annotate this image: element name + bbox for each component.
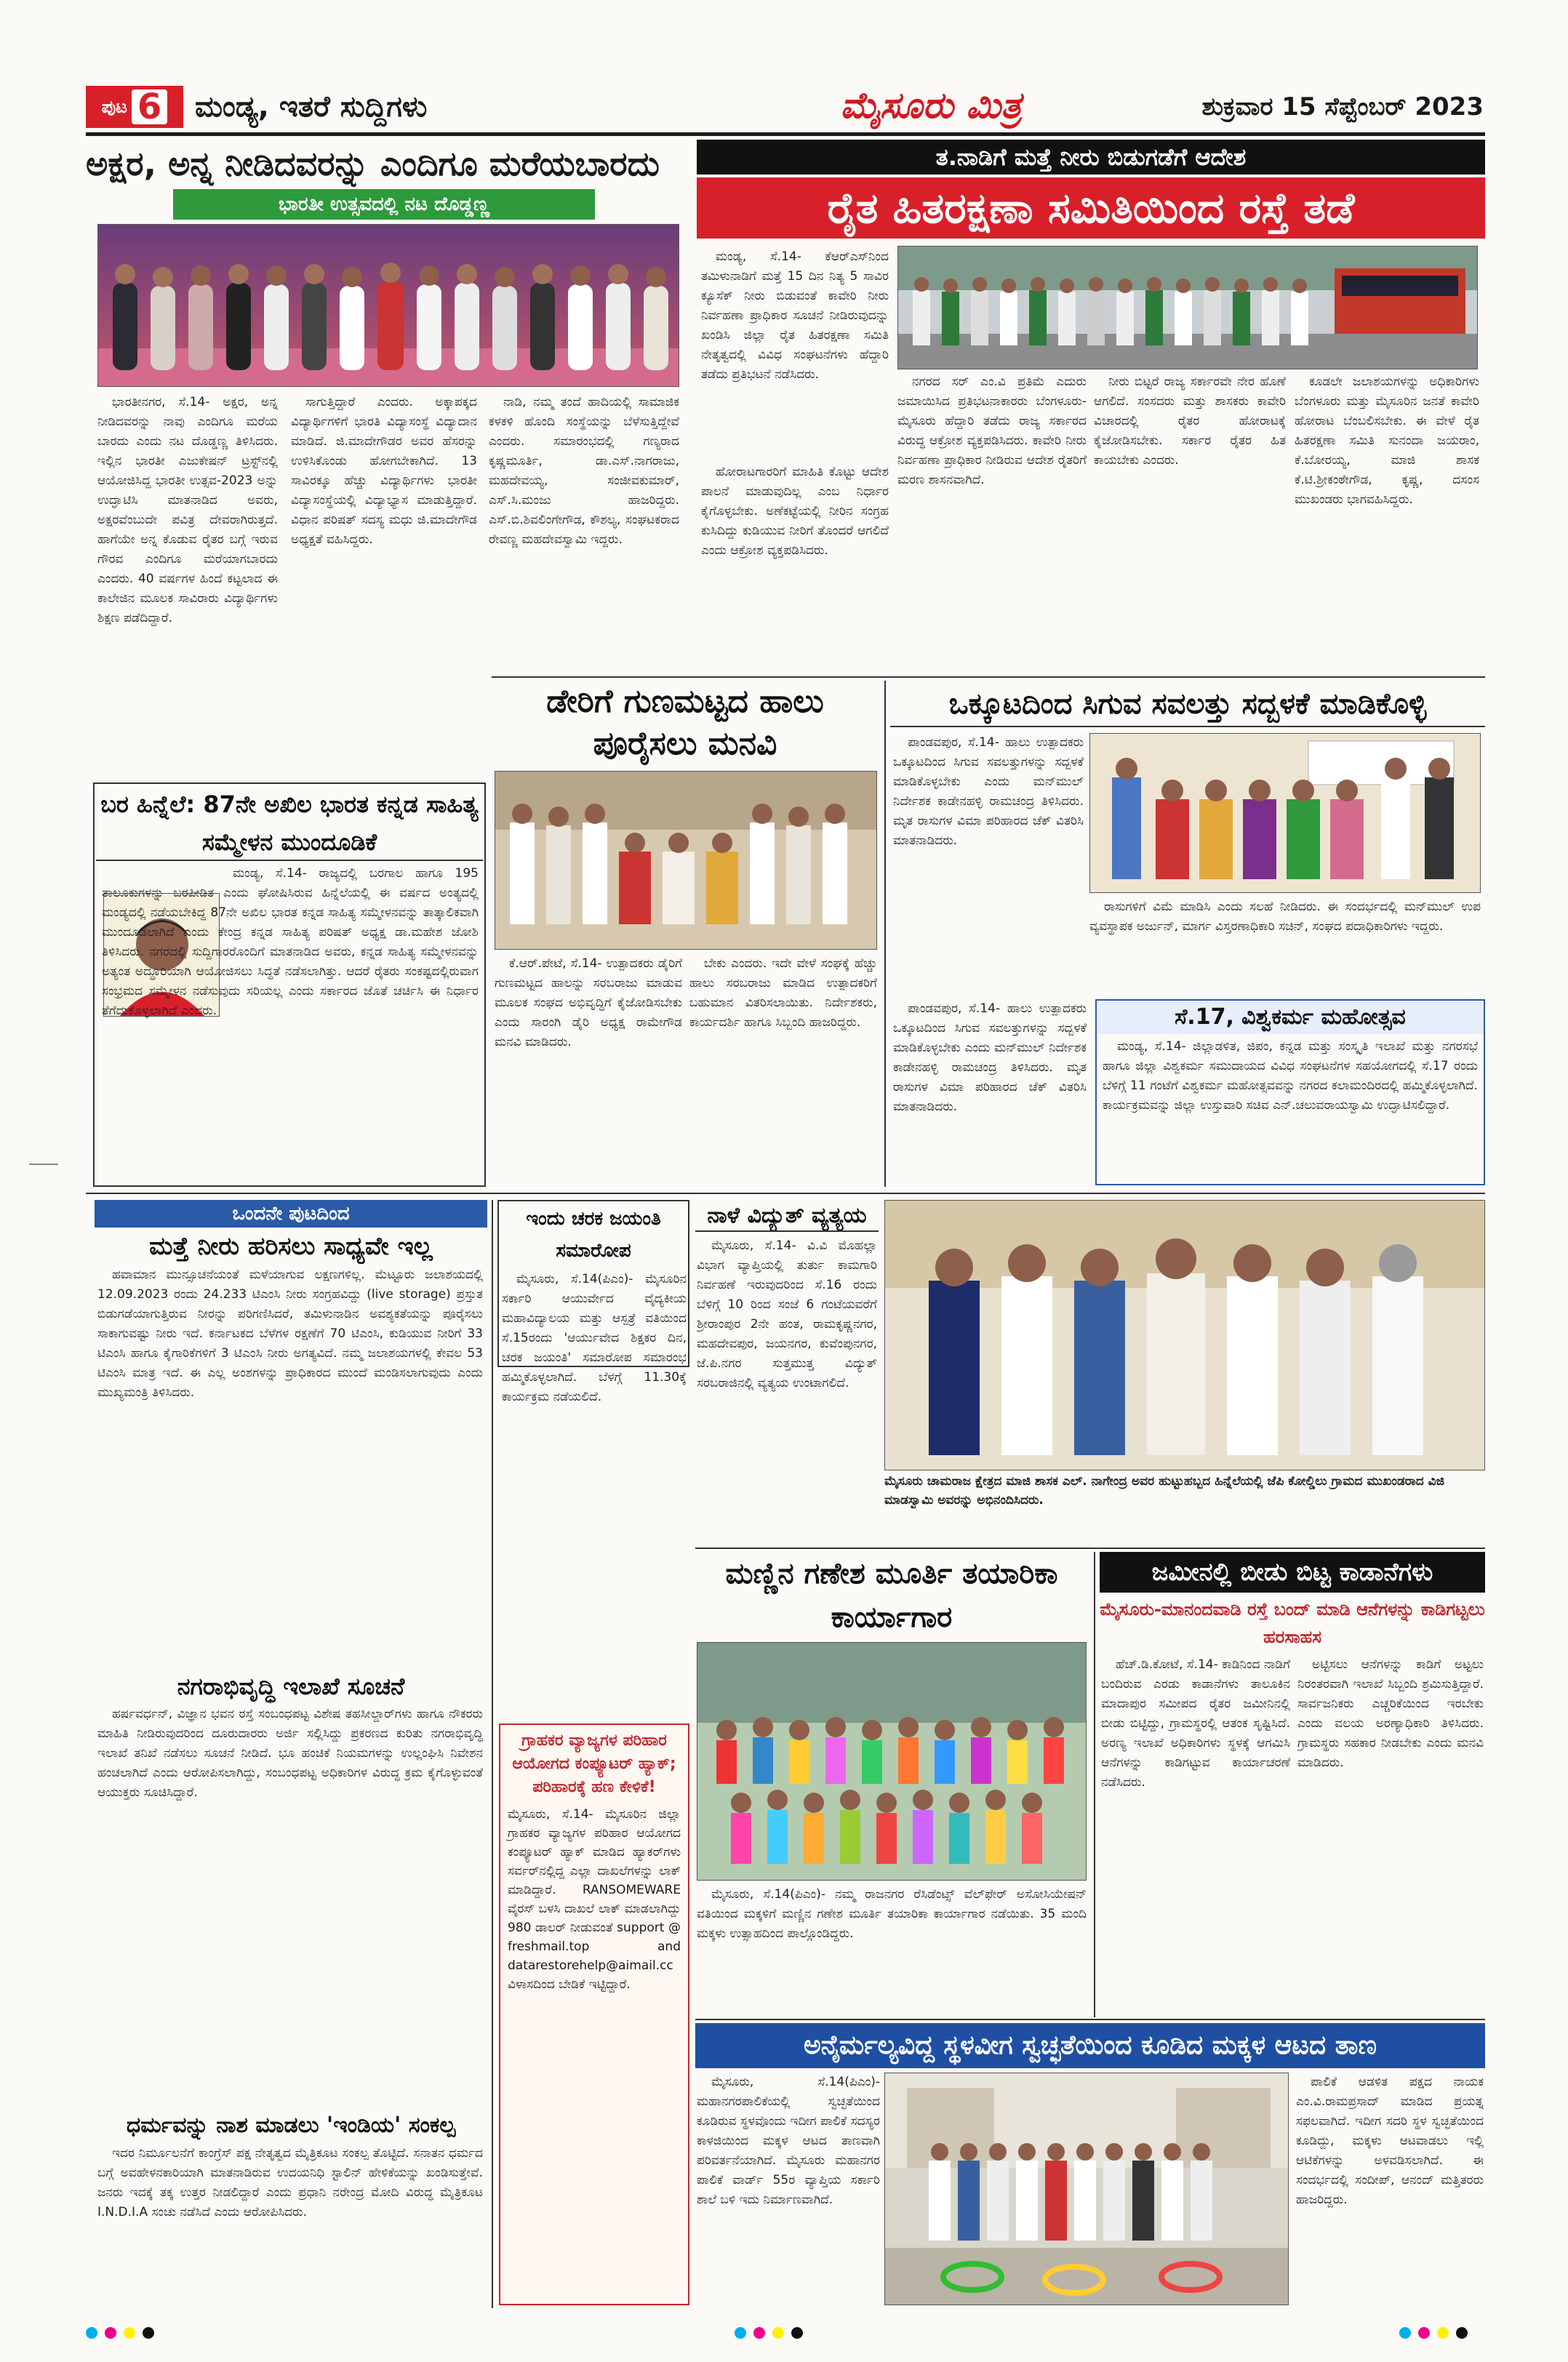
story-k-headline: ಅನೈರ್ಮಲ್ಯವಿದ್ದ ಸ್ಥಳವೀಗ ಸ್ವಚ್ಛತೆಯಿಂದ ಕೂಡಿದ ಮಕ್ಕಳ ಆಟದ ತಾಣ bbox=[695, 2023, 1485, 2068]
newspaper-logo: ಮೈಸೂರು ಮಿತ್ರ bbox=[840, 84, 1022, 127]
story-k-column-2: ಪಾಲಿಕೆ ಆಡಳಿತ ಪಕ್ಷದ ನಾಯಕ ಎಂ.ವಿ.ರಾಮಪ್ರಸಾದ್ ಮಾಡಿದ ಪ್ರಯತ್ನ ಸಫಲವಾಗಿದೆ. ಇದೀಗ ಸದರಿ ಸ್ಥಳ ಸ್ವಚ್ಛತೆಯಿಂದ ಕೂಡಿದ್ದು, ಮಕ್ಕಳು ಆಟವಾಡಲು ಇಲ್ಲಿ ಆಟಿಕೆಗಳನ್ನು ಅಳವಡಿಸಲಾಗಿದೆ. ಈ ಸಂದರ್ಭದಲ್ಲಿ ಸಂದೀಪ್, ಆನಂದ್ ಮತ್ತಿತರರು ಹಾಜರಿದ್ದರು. bbox=[1296, 2075, 1484, 2207]
story-j-subhead: ಮೈಸೂರು-ಮಾನಂದವಾಡಿ ರಸ್ತೆ ಬಂದ್ ಮಾಡಿ ಆನೆಗಳನ್ನು ಕಾಡಿಗಟ್ಟಲು ಹರಸಾಹಸ bbox=[1100, 1599, 1485, 1647]
story-h-headline: ನಾಳೆ ವಿದ್ಯುತ್ ವ್ಯತ್ಯಯ bbox=[695, 1200, 879, 1232]
story-g-headline: ಇಂದು ಚರಕ ಜಯಂತಿ ಸಮಾರೋಪ bbox=[526, 1208, 661, 1262]
story-g-body: ಮೈಸೂರು, ಸೆ.14(ಪಿಎಂ)- ಮೈಸೂರಿನ ಸರ್ಕಾರಿ ಆಯುರ್ವೇದ ವೈದ್ಯಕೀಯ ಮಹಾವಿದ್ಯಾಲಯ ಮತ್ತು ಆಸ್ಪತ್ರೆ ವತಿಯಿಂದ ಸೆ.15ರಂದು 'ಆರ್ಯುವೇದ ಶಿಕ್ಷಕರ ದಿನ, ಚರಕ ಜಯಂತಿ' ಸಮಾರೋಪ ಸಮಾರಂಭ ಹಮ್ಮಿಕೊಳ್ಳಲಾಗಿದೆ. ಬೆಳಗ್ಗೆ 11.30ಕ್ಕೆ ಕಾರ್ಯಕ್ರಮ ನಡೆಯಲಿದೆ. bbox=[502, 1272, 687, 1404]
page-number: 6 bbox=[132, 89, 167, 124]
story-k-column-1: ಮೈಸೂರು, ಸೆ.14(ಪಿಎಂ)- ಮಹಾನಗರಪಾಲಿಕೆಯಲ್ಲಿ ಸ್ವಚ್ಛತೆಯಿಂದ ಕೂಡಿರುವ ಸ್ಥಳವೊಂದು ಇದೀಗ ಪಾಲಿಕೆ ಸದಸ್ಯರ ಕಾಳಜಿಯಿಂದ ಮಕ್ಕಳ ಆಟದ ತಾಣವಾಗಿ ಪರಿವರ್ತನೆಯಾಗಿದೆ. ಮೈಸೂರು ಮಹಾನಗರ ಪಾಲಿಕೆ ವಾರ್ಡ್ 55ರ ವ್ಯಾಪ್ತಿಯ ಸರ್ಕಾರಿ ಶಾಲೆ ಬಳಿ ಇದು ನಿರ್ಮಾಣವಾಗಿದೆ. bbox=[697, 2075, 880, 2207]
story-i-caption: ಮೈಸೂರು, ಸೆ.14(ಪಿಎಂ)- ನಮ್ಮ ರಾಜನಗರ ರೆಸಿಡೆಂಟ್ಸ್ ವೆಲ್‌ಫೇರ್ ಅಸೋಸಿಯೇಷನ್ ವತಿಯಿಂದ ಮಕ್ಕಳಿಗೆ ಮಣ್ಣಿನ ಗಣೇಶ ಮೂರ್ತಿ ತಯಾರಿಕಾ ಕಾರ್ಯಾಗಾರ ನಡೆಯಿತು. 35 ಮಂದಿ ಮಕ್ಕಳು ಉತ್ಸಾಹದಿಂದ ಪಾಲ್ಗೊಂಡಿದ್ದರು. bbox=[697, 1887, 1087, 1941]
hacking-notice-title: ಗ್ರಾಹಕರ ವ್ಯಾಜ್ಯಗಳ ಪರಿಹಾರ ಆಯೋಗದ ಕಂಪ್ಯೂಟರ್ ಹ್ಯಾಕ್; ಪರಿಹಾರಕ್ಕೆ ಹಣ ಕೇಳಿಕೆ! bbox=[512, 1732, 676, 1796]
continuation-banner: ಒಂದನೇ ಪುಟದಿಂದ bbox=[95, 1200, 487, 1228]
story-b-column-4: ನೀರು ಬಿಟ್ಟರೆ ರಾಜ್ಯ ಸರ್ಕಾರವೇ ನೇರ ಹೊಣೆ ಆಗಲಿದೆ. ಸಂಸದರು ಮತ್ತು ಶಾಸಕರು ಕಾವೇರಿ ವಿಚಾರದಲ್ಲಿ ರೈತರ ಹೋರಾಟಕ್ಕೆ ಕೈಜೋಡಿಸಬೇಕು. ಸರ್ಕಾರ ರೈತರ ಹಿತ ಕಾಯಬೇಕು ಎಂದರು. bbox=[1094, 375, 1286, 468]
story-b-kicker: ತ.ನಾಡಿಗೆ ಮತ್ತೆ ನೀರು ಬಿಡುಗಡೆಗೆ ಆದೇಶ bbox=[697, 140, 1485, 175]
story-j-headline: ಜಮೀನಲ್ಲಿ ಬೀಡು ಬಿಟ್ಟ ಕಾಡಾನೆಗಳು bbox=[1100, 1552, 1485, 1593]
story-b-column-3: ಹೋರಾಟಗಾರರಿಗೆ ಮಾಹಿತಿ ಕೊಟ್ಟು ಆದೇಶ ಪಾಲನೆ ಮಾಡುವುದಿಲ್ಲ ಎಂಬ ನಿರ್ಧಾರ ಕೈಗೊಳ್ಳಬೇಕು. ಅಣೆಕಟ್ಟೆಯಲ್ಲಿ ನೀರಿನ ಸಂಗ್ರಹ ಕುಸಿದಿದ್ದು ಕುಡಿಯುವ ನೀರಿಗೆ ತೊಂದರೆ ಆಗಲಿದೆ ಎಂದು ಆಕ್ರೋಶ ವ್ಯಕ್ತಪಡಿಸಿದರು. bbox=[701, 465, 889, 558]
story-a-column-3: ನಾಡಿ, ನಮ್ಮ ತಂದೆ ಹಾದಿಯಲ್ಲಿ ಸಾಮಾಜಿಕ ಕಳಕಳಿ ಹೊಂದಿ ಸಂಸ್ಥೆಯನ್ನು ಬೆಳೆಸುತ್ತಿದ್ದೇವೆ ಎಂದರು. ಸಮಾರಂಭದಲ್ಲಿ ಗಣ್ಯರಾದ ಕೃಷ್ಣಮೂರ್ತಿ, ಡಾ.ಎಸ್.ನಾಗರಾಜು, ಮಹದೇವಯ್ಯ, ಸಂಜೀವಕುಮಾರ್, ಎಸ್.ಸಿ.ಮಂಜು ಹಾಜರಿದ್ದರು. ಎಸ್.ಬಿ.ಶಿವಲಿಂಗೇಗೌಡ, ಕೌಶಲ್ಯ, ಸಂಘಟಕರಾದ ರೇವಣ್ಣ ಮಹದೇವಸ್ವಾಮಿ ಇದ್ದರು. bbox=[489, 395, 679, 547]
story-f-headline: ಸೆ.17, ವಿಶ್ವಕರ್ಮ ಮಹೋತ್ಸವ bbox=[1097, 1001, 1484, 1034]
hacking-notice-body: ಮೈಸೂರು, ಸೆ.14- ಮೈಸೂರಿನ ಜಿಲ್ಲಾ ಗ್ರಾಹಕರ ವ್ಯಾಜ್ಯಗಳ ಪರಿಹಾರ ಆಯೋಗದ ಕಂಪ್ಯೂಟರ್ ಹ್ಯಾಕ್ ಮಾಡಿದ ಹ್ಯಾಕರ್‌ಗಳು ಸರ್ವರ್‌ನಲ್ಲಿದ್ದ ಎಲ್ಲಾ ದಾಖಲೆಗಳನ್ನು ಲಾಕ್ ಮಾಡಿದ್ದಾರೆ. RANSOMEWARE ವೈರಸ್ ಬಳಸಿ ದಾಖಲೆ ಲಾಕ್ ಮಾಡಲಾಗಿದ್ದು 980 ಡಾಲರ್ ನೀಡುವಂತೆ support @ freshmail.top and datarestorehelp@aimail.cc ವಿಳಾಸದಿಂದ ಬೇಡಿಕೆ ಇಟ್ಟಿದ್ದಾರೆ. bbox=[508, 1807, 681, 1992]
continuation-headline-3: ಧರ್ಮವನ್ನು ನಾಶ ಮಾಡಲು 'ಇಂಡಿಯ' ಸಂಕಲ್ಪ bbox=[126, 2113, 456, 2138]
masthead-rule bbox=[86, 132, 1485, 136]
story-d-headline: ಒಕ್ಕೂಟದಿಂದ ಸಿಗುವ ಸವಲತ್ತು ಸದ್ಬಳಕೆ ಮಾಡಿಕೊಳ್ಳಿ bbox=[890, 681, 1485, 727]
story-a-headline: ಅಕ್ಷರ, ಅನ್ನ ನೀಡಿದವರನ್ನು ಎಂದಿಗೂ ಮರೆಯಬಾರದು bbox=[86, 144, 660, 183]
continuation-body-2: ಹರ್ಷವರ್ಧನ್, ವಿಜ್ಞಾನ ಭವನ ರಸ್ತೆ ಸಂಬಂಧಪಟ್ಟ ವಿಶೇಷ ತಹಸೀಲ್ದಾರ್‌ಗಳು ಹಾಗೂ ನೌಕರರು ಮಾಹಿತಿ ನೀಡಿರುವುದರಿಂದ ದೂರುದಾರರು ಅರ್ಜಿ ಸಲ್ಲಿಸಿದ್ದು ಪ್ರಕರಣದ ಕುರಿತು ನಗರಾಭಿವೃದ್ಧಿ ಇಲಾಖೆ ತನಿಖೆ ನಡೆಸಲು ಸೂಚನೆ ನೀಡಿದೆ. ಭೂ ಹಂಚಿಕೆ ನಿಯಮಗಳನ್ನು ಉಲ್ಲಂಘಿಸಿ ನಿವೇಶನ ಹಂಚಲಾಗಿದೆ ಎಂದು ಆರೋಪಿಸಲಾಗಿದ್ದು, ಸಂಬಂಧಪಟ್ಟ ಅಧಿಕಾರಿಗಳ ವಿರುದ್ಧ ಕ್ರಮ ಕೈಗೊಳ್ಳುವಂತೆ ಆಯುಕ್ತರು ಸೂಚಿಸಿದ್ದಾರೆ. bbox=[97, 1707, 483, 1800]
divider bbox=[695, 1548, 1485, 1549]
story-j-column-2: ಅಟ್ಟಿಸಲು ಆನೆಗಳನ್ನು ಕಾಡಿಗೆ ಅಟ್ಟಲು ನಿರಂತರವಾಗಿ ಇಲಾಖೆ ಸಿಬ್ಬಂದಿ ಶ್ರಮಿಸುತ್ತಿದ್ದಾರೆ. ಸಾರ್ವಜನಿಕರು ಎಚ್ಚರಿಕೆಯಿಂದ ಇರಬೇಕು ಎಂದು ವಲಯ ಅರಣ್ಯಾಧಿಕಾರಿ ತಿಳಿಸಿದರು. ಗ್ರಾಮಸ್ಥರು ಸಹಕಾರ ನೀಡಬೇಕು ಎಂದು ಮನವಿ ಮಾಡಿದರು. bbox=[1297, 1657, 1484, 1770]
story-c-column-1: ಕೆ.ಆರ್.ಪೇಟೆ, ಸೆ.14- ಉತ್ಪಾದಕರು ಡೈರಿಗೆ ಗುಣಮಟ್ಟದ ಹಾಲನ್ನು ಸರಬರಾಜು ಮಾಡುವ ಮೂಲಕ ಸಂಘದ ಅಭಿವೃದ್ಧಿಗೆ ಕೈಜೋಡಿಸಬೇಕು ಎಂದು ಸಾರಂಗಿ ಡೈರಿ ಅಧ್ಯಕ್ಷ ರಾಮೇಗೌಡ ಮನವಿ ಮಾಡಿದರು. bbox=[495, 956, 682, 1049]
story-b-column-2: ನಗರದ ಸರ್ ಎಂ.ವಿ ಪ್ರತಿಮೆ ಎದುರು ಜಮಾಯಿಸಿದ ಪ್ರತಿಭಟನಾಕಾರರು ಬೆಂಗಳೂರು-ಮೈಸೂರು ಹೆದ್ದಾರಿ ತಡೆದು ರಾಜ್ಯ ಸರ್ಕಾರದ ವಿರುದ್ಧ ಆಕ್ರೋಶ ವ್ಯಕ್ತಪಡಿಸಿದರು. ಕಾವೇರಿ ನೀರು ನಿರ್ವಹಣಾ ಪ್ರಾಧಿಕಾರ ನೀಡಿರುವ ಆದೇಶ ರೈತರಿಗೆ ಮರಣ ಶಾಸನವಾಗಿದೆ. bbox=[897, 375, 1087, 487]
story-i-photo bbox=[697, 1642, 1087, 1881]
birthday-caption: ಮೈಸೂರು ಚಾಮರಾಜ ಕ್ಷೇತ್ರದ ಮಾಜಿ ಶಾಸಕ ಎಲ್. ನಾಗೇಂದ್ರ ಅವರ ಹುಟ್ಟುಹಬ್ಬದ ಹಿನ್ನೆಲೆಯಲ್ಲಿ ಜೆಪಿ ಕೋಲ್ಡಿಲು ಗ್ರಾಮದ ಮುಖಂಡರಾದ ವಿಜಿ ಮಾಡಸ್ವಾಮಿ ಅವರನ್ನು ಅಭಿನಂದಿಸಿದರು. bbox=[884, 1474, 1445, 1508]
story-k-photo bbox=[884, 2073, 1289, 2305]
story-d-column-2: ರಾಸುಗಳಿಗೆ ವಿಮೆ ಮಾಡಿಸಿ ಎಂದು ಸಲಹೆ ನೀಡಿದರು. ಈ ಸಂದರ್ಭದಲ್ಲಿ ಮನ್‌ಮುಲ್ ಉಪ ವ್ಯವಸ್ಥಾಪಕ ಅರ್ಜುನ್, ಮಾರ್ಗ ವಿಸ್ತರಣಾಧಿಕಾರಿ ಸಚಿನ್, ಸಂಘದ ಪದಾಧಿಕಾರಿಗಳು ಇದ್ದರು. bbox=[1089, 900, 1481, 934]
story-c-column-2: ಬೇಕು ಎಂದರು. ಇದೇ ವೇಳೆ ಸಂಘಕ್ಕೆ ಹೆಚ್ಚು ಹಾಲು ಸರಬರಾಜು ಮಾಡಿದ ಉತ್ಪಾದಕರಿಗೆ ಬಹುಮಾನ ವಿತರಿಸಲಾಯಿತು. ನಿರ್ದೇಶಕರು, ಕಾರ್ಯದರ್ಶಿ ಹಾಗೂ ಸಿಬ್ಬಂದಿ ಹಾಜರಿದ್ದರು. bbox=[689, 956, 877, 1030]
story-h-body: ಮೈಸೂರು, ಸೆ.14- ವಿ.ವಿ ಮೊಹಲ್ಲಾ ವಿಭಾಗ ವ್ಯಾಪ್ತಿಯಲ್ಲಿ ತುರ್ತು ಕಾಮಗಾರಿ ನಿರ್ವಹಣೆ ಇರುವುದರಿಂದ ಸೆ.16 ರಂದು ಬೆಳಿಗ್ಗೆ 10 ರಿಂದ ಸಂಜೆ 6 ಗಂಟೆಯವರೆಗೆ ಶ್ರೀರಾಂಪುರ 2ನೇ ಹಂತ, ರಾಮಕೃಷ್ಣನಗರ, ಮಹದೇವಪುರ, ಜಯನಗರ, ಕುವೆಂಪುನಗರ, ಜೆ.ಪಿ.ನಗರ ಸುತ್ತಮುತ್ತ ವಿದ್ಯುತ್ ಸರಬರಾಜಿನಲ್ಲಿ ವ್ಯತ್ಯಯ ಉಂಟಾಗಲಿದೆ. bbox=[697, 1238, 877, 1390]
story-j-column-1: ಹೆಚ್.ಡಿ.ಕೋಟೆ, ಸೆ.14- ಕಾಡಿನಿಂದ ನಾಡಿಗೆ ಬಂದಿರುವ ಎರಡು ಕಾಡಾನೆಗಳು ತಾಲೂಕಿನ ಮಾದಾಪುರ ಸಮೀಪದ ರೈತರ ಜಮೀನಿನಲ್ಲಿ ಬೀಡು ಬಿಟ್ಟಿದ್ದು, ಗ್ರಾಮಸ್ಥರಲ್ಲಿ ಆತಂಕ ಸೃಷ್ಟಿಸಿದೆ. ಅರಣ್ಯ ಇಲಾಖೆ ಅಧಿಕಾರಿಗಳು ಸ್ಥಳಕ್ಕೆ ಆಗಮಿಸಿ ಆನೆಗಳನ್ನು ಕಾಡಿಗಟ್ಟುವ ಕಾರ್ಯಾಚರಣೆ ನಡೆಸಿದರು. bbox=[1101, 1657, 1290, 1790]
story-a-subhead: ಭಾರತೀ ಉತ್ಸವದಲ್ಲಿ ನಟ ದೊಡ್ಡಣ್ಣ bbox=[173, 189, 595, 220]
continuation-headline-1: ಮತ್ತೆ ನೀರು ಹರಿಸಲು ಸಾಧ್ಯವೇ ಇಲ್ಲ bbox=[149, 1232, 433, 1261]
story-b-column-1: ಮಂಡ್ಯ, ಸೆ.14- ಕೆಆರ್‌ಎಸ್‌ನಿಂದ ತಮಿಳುನಾಡಿಗೆ ಮತ್ತೆ 15 ದಿನ ನಿತ್ಯ 5 ಸಾವಿರ ಕ್ಯೂಸೆಕ್ ನೀರು ಬಿಡುವಂತೆ ಕಾವೇರಿ ನೀರು ನಿರ್ವಹಣಾ ಪ್ರಾಧಿಕಾರ ಸೂಚನೆ ನೀಡಿರುವುದನ್ನು ಖಂಡಿಸಿ ಜಿಲ್ಲಾ ರೈತ ಹಿತರಕ್ಷಣಾ ಸಮಿತಿ ನೇತೃತ್ವದಲ್ಲಿ ವಿವಿಧ ಸಂಘಟನೆಗಳು ಹೆದ್ದಾರಿ ತಡೆದು ಪ್ರತಿಭಟನೆ ನಡೆಸಿದರು. bbox=[701, 249, 889, 382]
birthday-photo bbox=[884, 1200, 1485, 1470]
continuation-body-1: ಹವಾಮಾನ ಮುನ್ಸೂಚನೆಯಂತೆ ಮಳೆಯಾಗುವ ಲಕ್ಷಣಗಳಿಲ್ಲ. ಮೆಟ್ಟೂರು ಜಲಾಶಯದಲ್ಲಿ 12.09.2023 ರಂದು 24.233 ಟಿಎಂಸಿ ನೀರು ಸಂಗ್ರಹವಿದ್ದು (live storage) ಪ್ರಸ್ತುತ ಬಿಡುಗಡೆಯಾಗುತ್ತಿರುವ ನೀರನ್ನು ಪರಿಗಣಿಸಿದರೆ, ತಮಿಳುನಾಡಿನ ಅವಶ್ಯಕತೆಯನ್ನು ಪೂರೈಸಲು ಸಾಕಾಗುವಷ್ಟು ನೀರು ಇದೆ. ಕರ್ನಾಟಕದ ಬೆಳೆಗಳ ರಕ್ಷಣೆಗೆ 70 ಟಿಎಂಸಿ, ಕುಡಿಯುವ ನೀರಿಗೆ 33 ಟಿಎಂಸಿ ಹಾಗೂ ಕೈಗಾರಿಕೆಗಳಿಗೆ 3 ಟಿಎಂಸಿ ನೀರು ಅಗತ್ಯವಿದೆ. ನಮ್ಮ ಜಲಾಶಯಗಳಲ್ಲಿ ಕೇವಲ 53 ಟಿಎಂಸಿ ಮಾತ್ರ ಇದೆ. ಈ ಎಲ್ಲ ಅಂಶಗಳನ್ನು ಪ್ರಾಧಿಕಾರದ ಮುಂದೆ ಮಂಡಿಸಲಾಗುವುದು ಎಂದು ಮುಖ್ಯಮಂತ್ರಿ ತಿಳಿಸಿದರು. bbox=[97, 1268, 483, 1400]
hacking-notice-box bbox=[499, 1724, 689, 2305]
story-a-column-1: ಭಾರತೀನಗರ, ಸೆ.14- ಅಕ್ಷರ, ಅನ್ನ ನೀಡಿದವರನ್ನು ನಾವು ಎಂದಿಗೂ ಮರೆಯ ಬಾರದು ಎಂದು ನಟ ದೊಡ್ಡಣ್ಣ ತಿಳಿಸಿದರು. ಇಲ್ಲಿನ ಭಾರತೀ ಎಜುಕೇಷನ್ ಟ್ರಸ್ಟ್‌ನಲ್ಲಿ ಆಯೋಜಿಸಿದ್ದ ಭಾರತೀ ಉತ್ಸವ-2023 ಅನ್ನು ಉದ್ಘಾಟಿಸಿ ಮಾತನಾಡಿದ ಅವರು, ಅಕ್ಷರವೆಂಬುದೇ ಪವಿತ್ರ ದೇವರಾಗಿರುತ್ತದೆ. ಹಾಗೆಯೇ ಅನ್ನ ಕೊಡುವ ರೈತರ ಬಗ್ಗೆ ಇರುವ ಗೌರವ ಎಂದಿಗೂ ಮರೆಯಾಗಬಾರದು ಎಂದರು. 40 ವರ್ಷಗಳ ಹಿಂದೆ ಕಟ್ಟಲಾದ ಈ ಕಾಲೇಜಿನ ಮೂಲಕ ಸಾವಿರಾರು ವಿದ್ಯಾರ್ಥಿಗಳು ಶಿಕ್ಷಣ ಪಡೆದಿದ್ದಾರೆ. bbox=[97, 395, 278, 625]
story-e-body: ಮಂಡ್ಯ, ಸೆ.14- ರಾಜ್ಯದಲ್ಲಿ ಬರಗಾಲ ಹಾಗೂ 195 ತಾಲೂಕುಗಳನ್ನು ಬರಪೀಡಿತ ಎಂದು ಘೋಷಿಸಿರುವ ಹಿನ್ನೆಲೆಯಲ್ಲಿ ಈ ವರ್ಷದ ಅಂತ್ಯದಲ್ಲಿ ಮಂಡ್ಯದಲ್ಲಿ ನಡೆಯಬೇಕಿದ್ದ 87ನೇ ಅಖಿಲ ಭಾರತ ಕನ್ನಡ ಸಾಹಿತ್ಯ ಸಮ್ಮೇಳನವನ್ನು ತಾತ್ಕಾಲಿಕವಾಗಿ ಮುಂದೂಡಲಾಗಿದೆ ಎಂದು ಕೇಂದ್ರ ಕನ್ನಡ ಸಾಹಿತ್ಯ ಪರಿಷತ್ ಅಧ್ಯಕ್ಷ ಡಾ.ಮಹೇಶ ಜೋಶಿ ತಿಳಿಸಿದರು. ನಗರದಲ್ಲಿ ಸುದ್ದಿಗಾರರೊಂದಿಗೆ ಮಾತನಾಡಿದ ಅವರು, ಕನ್ನಡ ಸಾಹಿತ್ಯ ಸಮ್ಮೇಳನವನ್ನು ಅತ್ಯಂತ ಅದ್ಧೂರಿಯಾಗಿ ಆಯೋಜಿಸಲು ಸಿದ್ಧತೆ ನಡೆಸಲಾಗಿತ್ತು. ಆದರೆ ರೈತರು ಸಂಕಷ್ಟದಲ್ಲಿರುವಾಗ ಸಂಭ್ರಮದ ಸಮ್ಮೇಳನ ನಡೆಸುವುದು ಸರಿಯಲ್ಲ ಎಂದು ಸರ್ಕಾರದ ಜೊತೆ ಚರ್ಚಿಸಿ ಈ ನಿರ್ಧಾರ ತೆಗೆದುಕೊಳ್ಳಲಾಗಿದೆ ಎಂದರು. bbox=[102, 866, 479, 1018]
story-c-headline: ಡೇರಿಗೆ ಗುಣಮಟ್ಟದ ಹಾಲು ಪೂರೈಸಲು ಮನವಿ bbox=[546, 683, 824, 762]
story-f-body: ಮಂಡ್ಯ, ಸೆ.14- ಜಿಲ್ಲಾಡಳಿತ, ಜಿಪಂ, ಕನ್ನಡ ಮತ್ತು ಸಂಸ್ಕೃತಿ ಇಲಾಖೆ ಮತ್ತು ನಗರಸಭೆ ಹಾಗೂ ಜಿಲ್ಲಾ ವಿಶ್ವಕರ್ಮ ಸಮುದಾಯದ ವಿವಿಧ ಸಂಘಟನೆಗಳ ಸಹಯೋಗದಲ್ಲಿ ಸೆ.17 ರಂದು ಬೆಳಿಗ್ಗೆ 11 ಗಂಟೆಗೆ ವಿಶ್ವಕರ್ಮ ಮಹೋತ್ಸವವನ್ನು ನಗರದ ಕಲಾಮಂದಿರದಲ್ಲಿ ಹಮ್ಮಿಕೊಳ್ಳಲಾಗಿದೆ. ಕಾರ್ಯಕ್ರಮವನ್ನು ಜಿಲ್ಲಾ ಉಸ್ತುವಾರಿ ಸಚಿವ ಎನ್.ಚಲುವರಾಯಸ್ವಾಮಿ ಉದ್ಘಾಟಿಸಲಿದ್ದಾರೆ. bbox=[1103, 1039, 1478, 1113]
story-d-column-3: ಪಾಂಡವಪುರ, ಸೆ.14- ಹಾಲು ಉತ್ಪಾದಕರು ಒಕ್ಕೂಟದಿಂದ ಸಿಗುವ ಸವಲತ್ತುಗಳನ್ನು ಸದ್ಬಳಕೆ ಮಾಡಿಕೊಳ್ಳಬೇಕು ಎಂದು ಮನ್‌ಮುಲ್ ನಿರ್ದೇಶಕ ಕಾಡೇನಹಳ್ಳಿ ರಾಮಚಂದ್ರ ತಿಳಿಸಿದರು. ಮೃತ ರಾಸುಗಳ ವಿಮಾ ಪರಿಹಾರದ ಚೆಕ್ ವಿತರಿಸಿ ಮಾತನಾಡಿದರು. bbox=[893, 1001, 1087, 1114]
page-number-tag bbox=[86, 86, 183, 128]
story-b-column-5: ಕೂಡಲೇ ಜಲಾಶಯಗಳನ್ನು ಅಧಿಕಾರಿಗಳು ಬೆಂಗಳೂರು ಮತ್ತು ಮೈಸೂರಿನ ಜನತೆ ಕಾವೇರಿ ಹೋರಾಟ ಬೆಂಬಲಿಸಬೇಕು. ಈ ವೇಳೆ ರೈತ ಹಿತರಕ್ಷಣಾ ಸಮಿತಿ ಸುನಂದಾ ಜಯರಾಂ, ಕೆ.ಬೋರಯ್ಯ, ಮಾಜಿ ಶಾಸಕ ಕೆ.ಟಿ.ಶ್ರೀಕಂಠೇಗೌಡ, ಕೃಷ್ಣ, ದಸಂಸ ಮುಖಂಡರು ಭಾಗವಹಿಸಿದ್ದರು. bbox=[1295, 375, 1479, 507]
dateline: ಶುಕ್ರವಾರ 15 ಸೆಪ್ಟೆಂಬರ್ 2023 bbox=[1201, 92, 1484, 121]
story-c-photo bbox=[495, 771, 877, 950]
divider bbox=[86, 1193, 1485, 1194]
divider bbox=[492, 676, 1485, 678]
registration-marks-left bbox=[86, 2327, 154, 2339]
divider bbox=[695, 2019, 1485, 2020]
story-a-photo bbox=[97, 224, 679, 387]
page-label: ಪುಟ bbox=[101, 97, 127, 117]
divider bbox=[1094, 1552, 1095, 2017]
registration-marks-right bbox=[1399, 2327, 1468, 2339]
story-e-headline: ಬರ ಹಿನ್ನೆಲೆ: 87ನೇ ಅಖಿಲ ಭಾರತ ಕನ್ನಡ ಸಾಹಿತ್ಯ ಸಮ್ಮೇಳನ ಮುಂದೂಡಿಕೆ bbox=[96, 785, 483, 861]
story-b-headline: ರೈತ ಹಿತರಕ್ಷಣಾ ಸಮಿತಿಯಿಂದ ರಸ್ತೆ ತಡೆ bbox=[697, 177, 1485, 239]
story-d-photo bbox=[1089, 733, 1481, 893]
registration-marks-center bbox=[735, 2327, 803, 2339]
story-d-column-1: ಪಾಂಡವಪುರ, ಸೆ.14- ಹಾಲು ಉತ್ಪಾದಕರು ಒಕ್ಕೂಟದಿಂದ ಸಿಗುವ ಸವಲತ್ತುಗಳನ್ನು ಸದ್ಬಳಕೆ ಮಾಡಿಕೊಳ್ಳಬೇಕು ಎಂದು ಮನ್‌ಮುಲ್ ನಿರ್ದೇಶಕ ಕಾಡೇನಹಳ್ಳಿ ರಾಮಚಂದ್ರ ತಿಳಿಸಿದರು. ಮೃತ ರಾಸುಗಳ ವಿಮಾ ಪರಿಹಾರದ ಚೆಕ್ ವಿತರಿಸಿ ಮಾತನಾಡಿದರು. bbox=[893, 735, 1084, 848]
story-i-headline: ಮಣ್ಣಿನ ಗಣೇಶ ಮೂರ್ತಿ ತಯಾರಿಕಾ ಕಾರ್ಯಾಗಾರ bbox=[725, 1557, 1058, 1634]
divider bbox=[884, 681, 886, 1187]
story-b-photo bbox=[897, 246, 1478, 369]
section-title: ಮಂಡ್ಯ, ಇತರೆ ಸುದ್ದಿಗಳು bbox=[195, 90, 428, 124]
continuation-body-3: ಇದರ ನಿರ್ಮೂಲನೆಗೆ ಕಾಂಗ್ರೆಸ್ ಪಕ್ಷ ನೇತೃತ್ವದ ಮೈತ್ರಿಕೂಟ ಸಂಕಲ್ಪ ತೊಟ್ಟಿದೆ. ಸನಾತನ ಧರ್ಮದ ಬಗ್ಗೆ ಅವಹೇಳನಕಾರಿಯಾಗಿ ಮಾತನಾಡಿರುವ ಉದಯನಿಧಿ ಸ್ಟಾಲಿನ್ ಹೇಳಿಕೆಯನ್ನು ಖಂಡಿಸುತ್ತೇವೆ. ಜನರು ಇದಕ್ಕೆ ತಕ್ಕ ಉತ್ತರ ನೀಡಲಿದ್ದಾರೆ ಎಂದು ಪ್ರಧಾನಿ ನರೇಂದ್ರ ಮೋದಿ ವಿರುದ್ಧ ಮೈತ್ರಿಕೂಟ I.N.D.I.A ಸಂಚು ನಡೆಸಿದೆ ಎಂದು ಆರೋಪಿಸಿದರು. bbox=[97, 2146, 483, 2219]
fold-mark bbox=[29, 1164, 58, 1165]
story-a-column-2: ಸಾಗುತ್ತಿದ್ದಾರೆ ಎಂದರು. ಅಕ್ಕಾಪಕ್ಕದ ವಿದ್ಯಾರ್ಥಿಗಳಿಗೆ ಭಾರತಿ ವಿದ್ಯಾಸಂಸ್ಥೆ ವಿದ್ಯಾದಾನ ಮಾಡಿದೆ. ಜಿ.ಮಾದೇಗೌಡರ ಅವರ ಹೆಸರನ್ನು ಉಳಿಸಿಕೊಂಡು ಹೋಗಬೇಕಾಗಿದೆ. 13 ಸಾವಿರಕ್ಕೂ ಹೆಚ್ಚು ವಿದ್ಯಾರ್ಥಿಗಳು ಭಾರತೀ ವಿದ್ಯಾಸಂಸ್ಥೆಯಲ್ಲಿ ವಿದ್ಯಾಭ್ಯಾಸ ಮಾಡುತ್ತಿದ್ದಾರೆ. ವಿಧಾನ ಪರಿಷತ್ ಸದಸ್ಯ ಮಧು ಜಿ.ಮಾದೇಗೌಡ ಅಧ್ಯಕ್ಷತೆ ವಹಿಸಿದ್ದರು. bbox=[291, 395, 477, 547]
continuation-headline-2: ನಗರಾಭಿವೃದ್ಧಿ ಇಲಾಖೆ ಸೂಚನೆ bbox=[177, 1673, 405, 1700]
divider bbox=[492, 1200, 493, 2308]
